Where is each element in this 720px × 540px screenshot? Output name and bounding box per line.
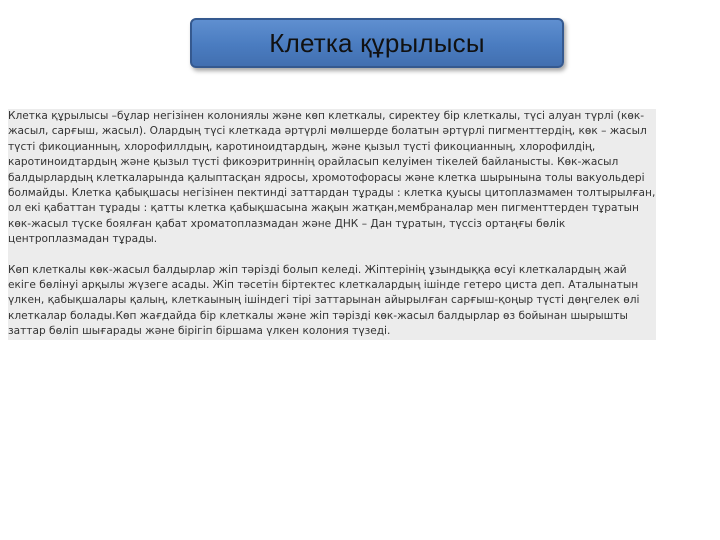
body-text <box>8 109 656 340</box>
paragraph-structure: Клетка құрылысы –бұлар негізінен колониялы және көп клеткалы, сиректеу бір клеткалы, түсі алуан түрлі (көк-жасыл, сарғыш, жасыл). Олардың түсі клеткада әртүрлі мөлшерде болатын әртүрлі пигменттердің, көк – жасыл түсті фикоцианның, хлорофиллдың, каротиноидтардың, және қызыл түсті фикоцианның, хлорофилдің, каротиноидтардың және қызыл түсті фикоэритриннің орайласып келуімен тікелей байланысты. Көк-жасыл балдырлардың клеткаларында қалыптасқан ядросы, хромотофорасы және клетка шырынына толы вакуольдері болмайды. Клетка қабықшасы негізінен пектинді заттардан тұрады : клетка қуысы цитоплазмамен толтырылған, ол екі қабаттан тұрады : қатты клетка қабықшасына жақын жатқан,мембраналар мен пигменттерден тұратын көк-жасыл түске боялған қабат хроматоплазмадан және ДНК – Дан тұратын, түссіз ортаңғы бөлік центроплазмадан тұрады. <box>8 110 656 246</box>
title-box <box>190 18 564 68</box>
slide-title: Клетка құрылысы <box>269 27 485 58</box>
paragraph-multicellular: Көп клеткалы көк-жасыл балдырлар жіп тәрізді болып келеді. Жіптерінің ұзындыққа өсуі клеткалардың жай екіге бөлінуі арқылы жүзеге асады. Жіп тәсетін біртектес клеткалардың ішінде гетеро циста деп. Аталынатын үлкен, қабықшалары қалың, клеткаының ішіндегі тірі заттарынан айырылған сарғыш-қоңыр түсті дөңгелек өлі клеткалар болады.Көп жағдайда бір клеткалы және жіп тәрізді көк-жасыл балдырлар өз бойынан шырышты заттар бөліп шығарады және бірігіп біршама үлкен колония түзеді. <box>8 263 640 338</box>
